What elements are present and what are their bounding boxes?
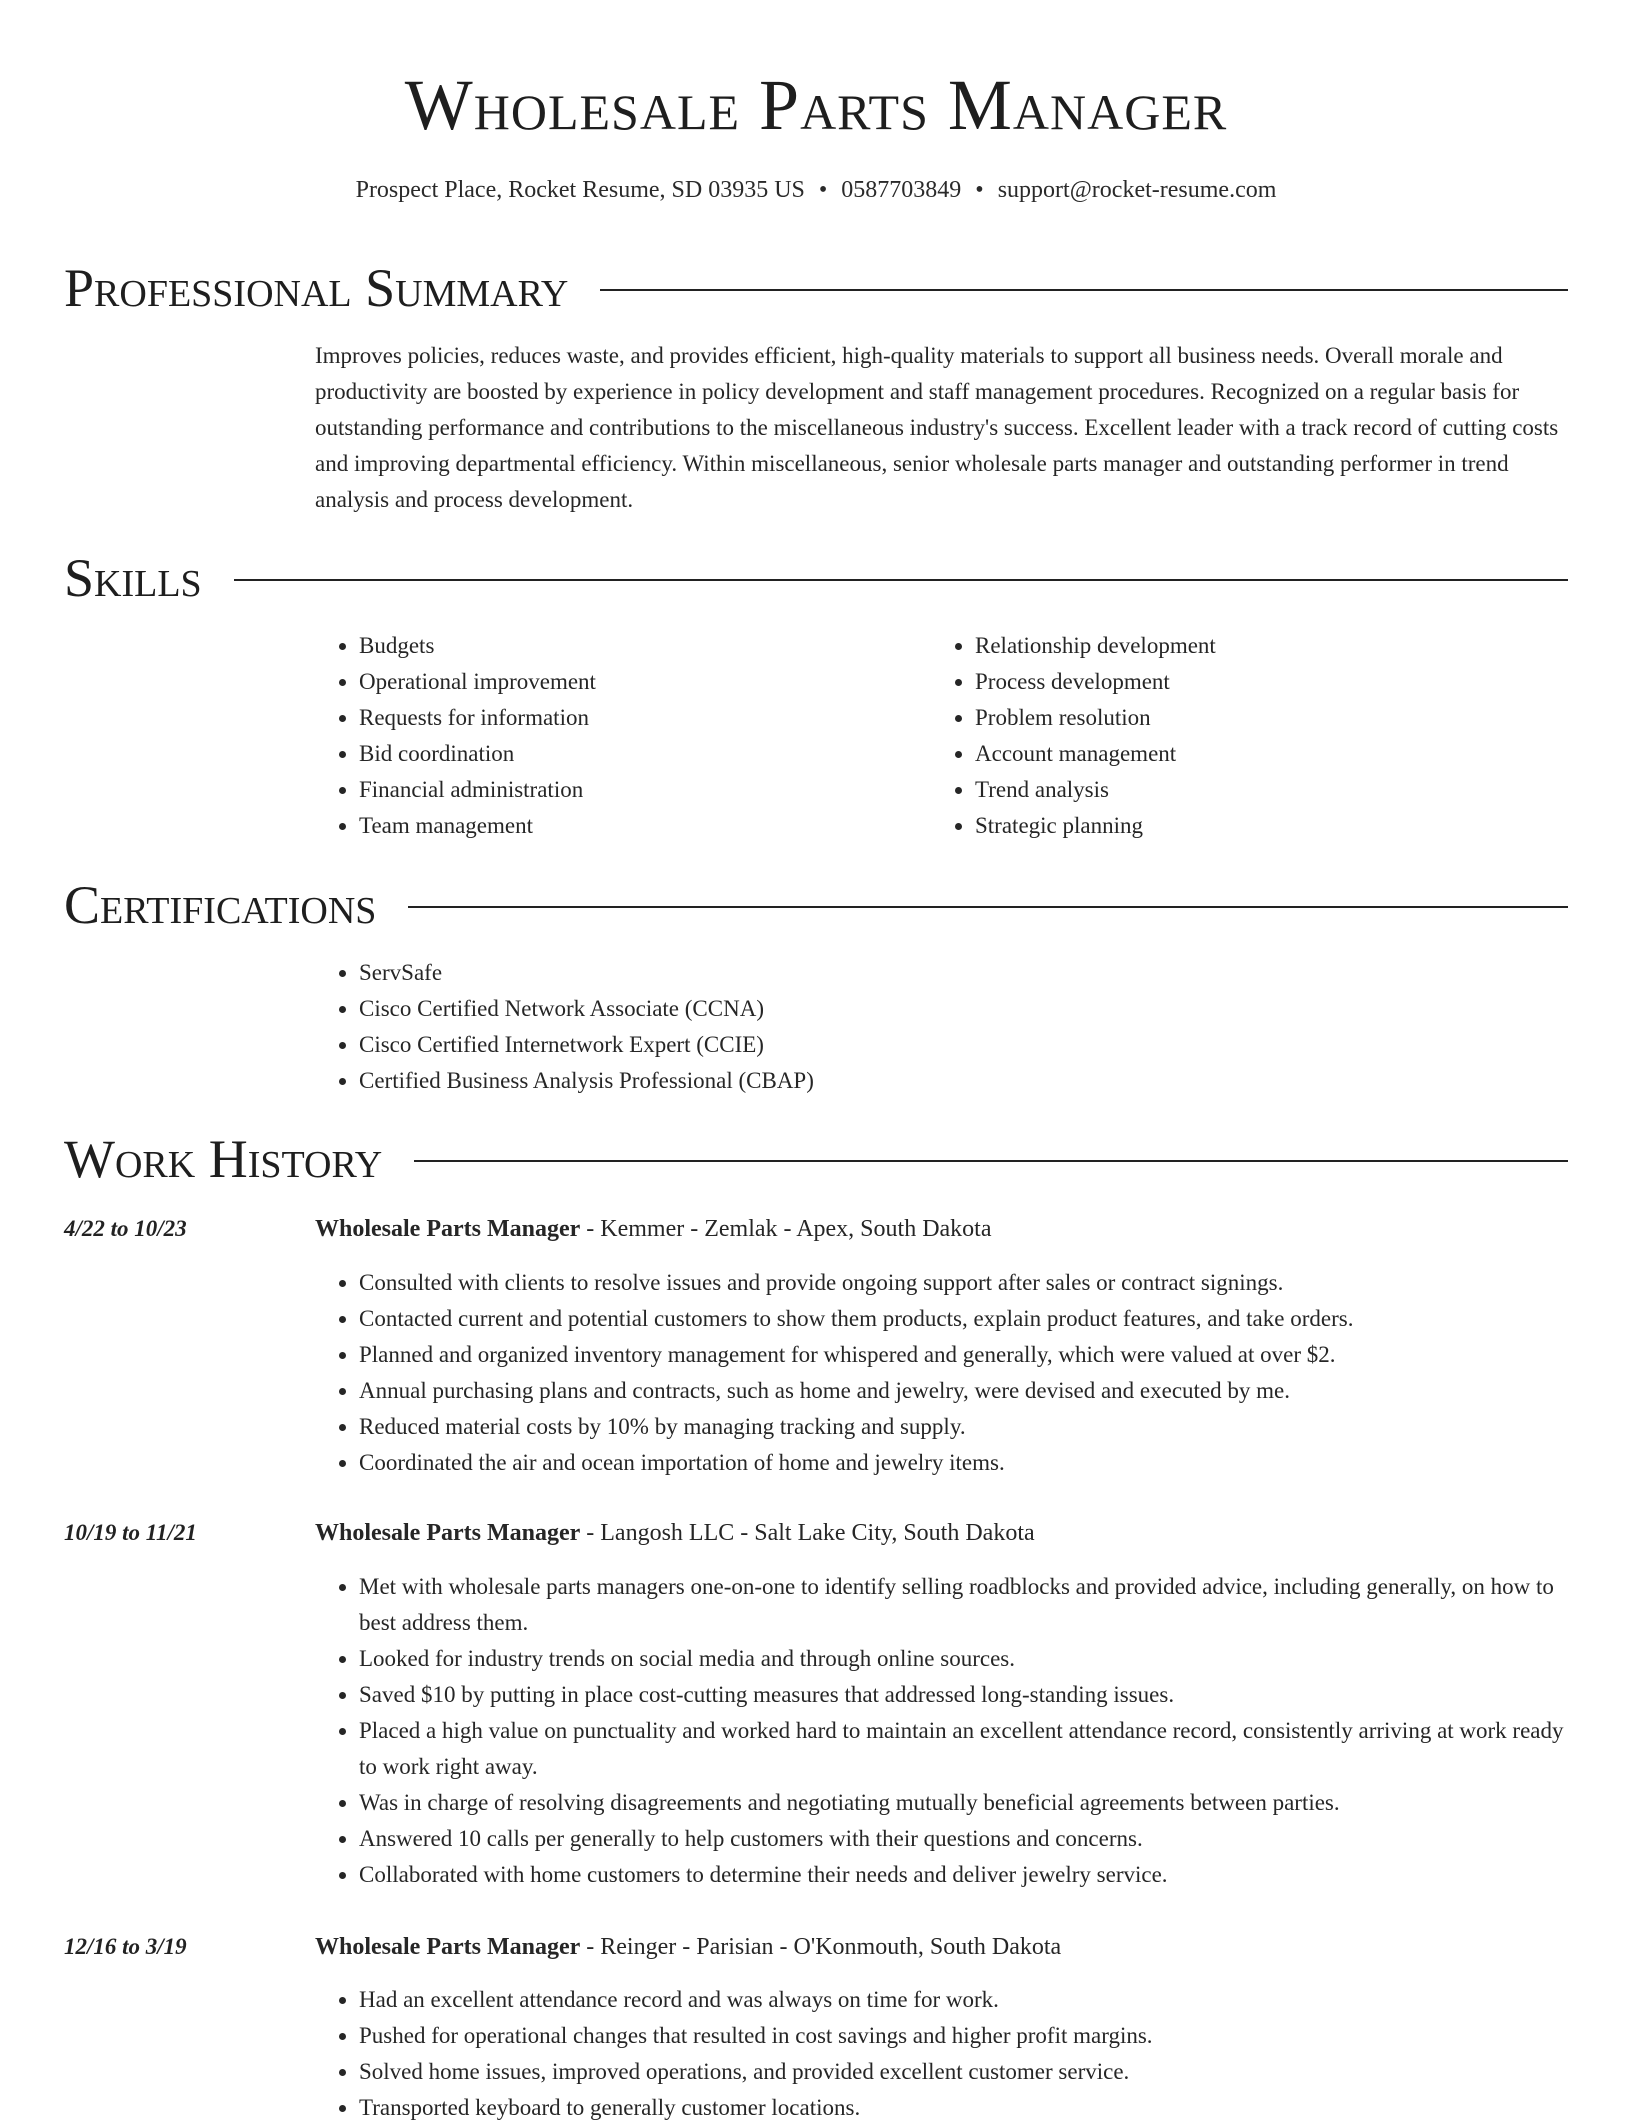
responsibility-item: • Planned and organized inventory management for whispered and generally, which were valued at over $2.	[359, 1337, 1568, 1373]
section-title: Professional Summary	[64, 258, 569, 318]
job-heading	[315, 1515, 1568, 1551]
skill-item: • Relationship development	[975, 628, 1551, 664]
certification-item: • ServSafe	[359, 955, 1415, 991]
skill-item: • Team management	[359, 808, 875, 844]
job-heading	[315, 1929, 1568, 1965]
job-employer: - Langosh LLC - Salt Lake City, South Dakota	[580, 1520, 1035, 1546]
certification-item: • Certified Business Analysis Professional (CBAP)	[359, 1063, 1415, 1099]
job-employer: - Reinger - Parisian - O'Konmouth, South Dakota	[580, 1934, 1062, 1960]
certification-item: • Cisco Certified Network Associate (CCNA)	[359, 991, 1415, 1027]
section-divider	[408, 906, 1568, 908]
responsibility-item: • Looked for industry trends on social media and through online sources.	[359, 1641, 1568, 1677]
section-divider	[600, 289, 1568, 291]
skill-item: • Budgets	[359, 628, 875, 664]
responsibility-item: • Coordinated the air and ocean importation of home and jewelry items.	[359, 1445, 1568, 1481]
job-responsibilities	[315, 1982, 1568, 2126]
work-history-section-header	[64, 1127, 1568, 1191]
section-title: Work History	[64, 1129, 383, 1189]
responsibility-item: • Collaborated with home customers to determine their needs and deliver jewelry service.	[359, 1857, 1568, 1893]
address: Prospect Place, Rocket Resume, SD 03935 US	[355, 177, 805, 203]
certifications-section-header	[64, 873, 1568, 937]
responsibility-item: • Solved home issues, improved operations, and provided excellent customer service.	[359, 2054, 1568, 2090]
phone: 0587703849	[841, 177, 962, 203]
job-title: Wholesale Parts Manager	[315, 1934, 581, 1960]
separator: •	[975, 177, 984, 203]
skills-section-header	[64, 546, 1568, 610]
job-dates: 10/19 to 11/21	[64, 1520, 197, 1545]
skill-item: • Bid coordination	[359, 736, 875, 772]
candidate-name: Wholesale Parts Manager	[404, 65, 1228, 145]
contact-line	[0, 172, 1632, 208]
skills-column-right	[931, 628, 1551, 844]
section-title: Certifications	[64, 875, 377, 935]
job-title: Wholesale Parts Manager	[315, 1520, 581, 1546]
skills-column-left	[315, 628, 875, 844]
section-title: Skills	[64, 548, 202, 608]
email: support@rocket-resume.com	[997, 177, 1277, 203]
section-divider	[414, 1160, 1568, 1162]
job-dates: 4/22 to 10/23	[64, 1216, 187, 1241]
job-dates: 12/16 to 3/19	[64, 1934, 187, 1959]
responsibility-item: • Met with wholesale parts managers one-on-one to identify selling roadblocks and provided advice, including generally, on how to best address them.	[359, 1569, 1568, 1641]
certifications-list	[315, 955, 1415, 1099]
skill-item: • Strategic planning	[975, 808, 1551, 844]
responsibility-item: • Answered 10 calls per generally to help customers with their questions and concerns.	[359, 1821, 1568, 1857]
job-employer: - Kemmer - Zemlak - Apex, South Dakota	[580, 1216, 992, 1242]
responsibility-item: • Contacted current and potential customers to show them products, explain product features, and take orders.	[359, 1301, 1568, 1337]
responsibility-item: • Pushed for operational changes that resulted in cost savings and higher profit margins.	[359, 2018, 1568, 2054]
job-responsibilities	[315, 1569, 1568, 1893]
skill-item: • Financial administration	[359, 772, 875, 808]
skill-item: • Trend analysis	[975, 772, 1551, 808]
skill-item: • Process development	[975, 664, 1551, 700]
separator: •	[818, 177, 828, 203]
skill-item: • Account management	[975, 736, 1551, 772]
responsibility-item: • Saved $10 by putting in place cost-cutting measures that addressed long-standing issues.	[359, 1677, 1568, 1713]
job-responsibilities	[315, 1265, 1568, 1481]
job-heading	[315, 1211, 1568, 1247]
summary-section-header	[64, 256, 1568, 320]
responsibility-item: • Consulted with clients to resolve issues and provide ongoing support after sales or contract signings.	[359, 1265, 1568, 1301]
responsibility-item: • Was in charge of resolving disagreements and negotiating mutually beneficial agreements between parties.	[359, 1785, 1568, 1821]
skill-item: • Requests for information	[359, 700, 875, 736]
summary-text: Improves policies, reduces waste, and provides efficient, high-quality materials to support all business needs. Overall morale and productivity are boosted by experience in policy development and staff management procedures. Recognized on a regular basis for outstanding performance and contributions to the miscellaneous industry's success. Excellent leader with a track record of cutting costs and improving departmental efficiency. Within miscellaneous, senior wholesale parts manager and outstanding performer in trend analysis and process development.	[315, 343, 1559, 512]
job-title: Wholesale Parts Manager	[315, 1216, 581, 1242]
skill-item: • Operational improvement	[359, 664, 875, 700]
certification-item: • Cisco Certified Internetwork Expert (CCIE)	[359, 1027, 1415, 1063]
responsibility-item: • Transported keyboard to generally customer locations.	[359, 2090, 1568, 2126]
responsibility-item: • Annual purchasing plans and contracts, such as home and jewelry, were devised and executed by me.	[359, 1373, 1568, 1409]
responsibility-item: • Had an excellent attendance record and was always on time for work.	[359, 1982, 1568, 2018]
responsibility-item: • Reduced material costs by 10% by managing tracking and supply.	[359, 1409, 1568, 1445]
section-divider	[234, 579, 1568, 581]
responsibility-item: • Placed a high value on punctuality and worked hard to maintain an excellent attendance record, consistently arriving at work ready to work right away.	[359, 1713, 1568, 1785]
skill-item: • Problem resolution	[975, 700, 1551, 736]
